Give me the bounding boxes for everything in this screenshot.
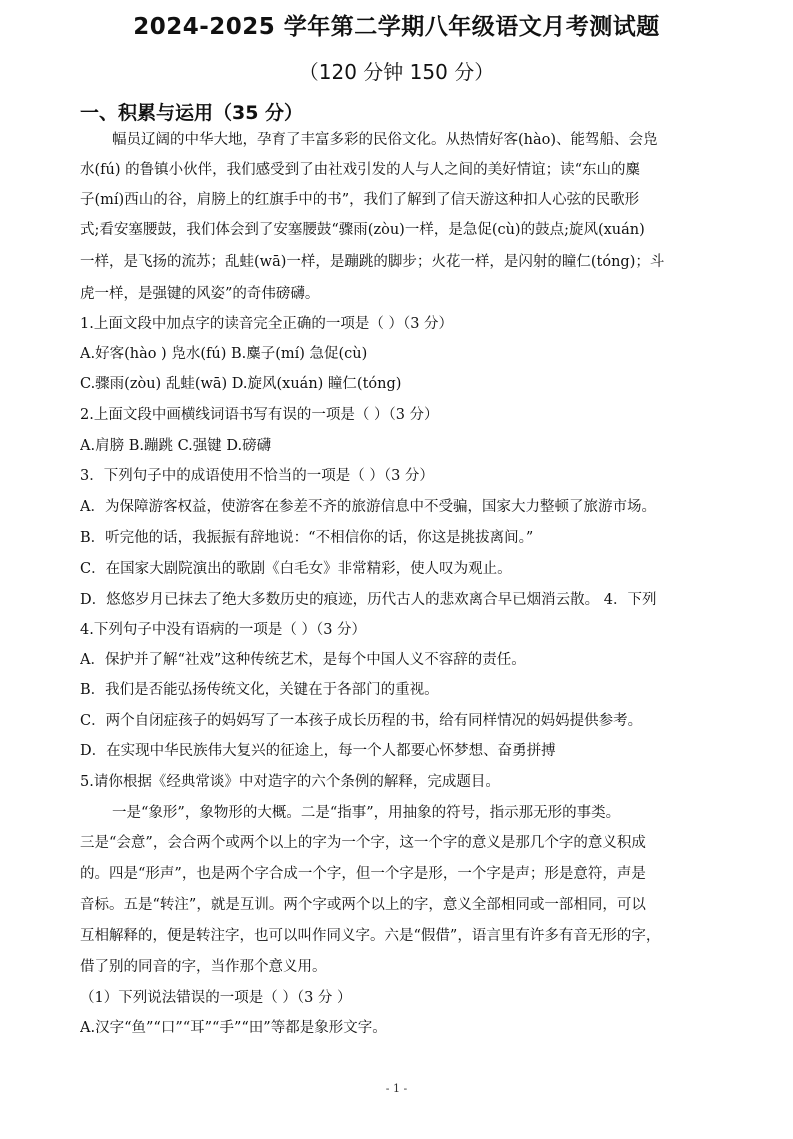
question-3: 3．下列句子中的成语使用不恰当的一项是（ ）（3 分）	[80, 468, 434, 484]
passage-line: 幅员辽阔的中华大地，孕育了丰富多彩的民俗文化。从热情好客(hào)、能驾船、会凫	[112, 132, 658, 148]
option-line: A.好客(hào ) 凫水(fú) B.麋子(mí) 急促(cù)	[80, 346, 368, 362]
question-4: 4.下列句子中没有语病的一项是（ ）（3 分）	[80, 622, 367, 638]
option-line: A.汉字“鱼”“口”“耳”“手”“田”等都是象形文字。	[80, 1020, 387, 1036]
passage-line: 虎一样，是强键的风姿”的奇伟磅礴。	[80, 286, 320, 302]
option-line: B．听完他的话，我振振有辞地说：“不相信你的话，你这是挑拔离间。”	[80, 530, 534, 546]
passage-line: 式;看安塞腰鼓，我们体会到了安塞腰鼓“骤雨(zòu)一样，是急促(cù)的鼓点;旋风(xuán)	[80, 222, 645, 238]
reading-line: 音标。五是“转注”，就是互训。两个字或两个以上的字，意义全部相同或一部相同，可以	[80, 897, 646, 913]
passage-line: 水(fú) 的鲁镇小伙伴，我们感受到了由社戏引发的人与人之间的美好情谊；读“东山的麋	[80, 162, 641, 178]
reading-line: 借了别的同音的字，当作那个意义用。	[80, 959, 327, 975]
option-line: B．我们是否能弘扬传统文化，关键在于各部门的重视。	[80, 682, 439, 698]
reading-line: 一是“象形”，象物形的大概。二是“指事”，用抽象的符号，指示那无形的事类。	[112, 805, 621, 821]
question-5: 5.请你根据《经典常谈》中对造字的六个条例的解释，完成题目。	[80, 774, 500, 790]
exam-subtitle: （120 分钟 150 分）	[298, 60, 495, 84]
option-line: A．为保障游客权益，使游客在参差不齐的旅游信息中不受骗，国家大力整顿了旅游市场。	[80, 499, 656, 515]
question-5-1: （1）下列说法错误的一项是（ ）（3 分 ）	[80, 990, 352, 1006]
option-line: A.肩膀 B.蹦跳 C.强键 D.磅礴	[80, 438, 272, 454]
exam-title: 2024-2025 学年第二学期八年级语文月考测试题	[133, 14, 660, 40]
option-line: C．两个自闭症孩子的妈妈写了一本孩子成长历程的书，给有同样情况的妈妈提供参考。	[80, 713, 643, 729]
option-line: D．在实现中华民族伟大复兴的征途上，每一个人都要心怀梦想、奋勇拼搏	[80, 743, 556, 759]
question-2: 2.上面文段中画横线词语书写有误的一项是（ ）（3 分）	[80, 407, 439, 423]
section-heading: 一、积累与运用（35 分）	[80, 102, 304, 124]
page-number: - 1 -	[385, 1082, 408, 1095]
option-line: C．在国家大剧院演出的歌剧《白毛女》非常精彩，使人叹为观止。	[80, 561, 512, 577]
reading-line: 互相解释的，便是转注字，也可以叫作同义字。六是“假借”，语言里有许多有音无形的字，	[80, 928, 661, 944]
option-line: D．悠悠岁月已抹去了绝大多数历史的痕迹，历代古人的悲欢离合早已烟消云散。 4．下列	[80, 592, 657, 608]
passage-line: 一样，是飞扬的流苏；乱蛙(wā)一样，是蹦跳的脚步；火花一样，是闪射的瞳仁(tóng)；斗	[80, 254, 665, 270]
option-line: A．保护并了解“社戏”这种传统艺术，是每个中国人义不容辞的责任。	[80, 652, 526, 668]
passage-line: 子(mí)西山的谷，肩膀上的红旗手中的书”，我们了解到了信天游这种扣人心弦的民歌形	[80, 192, 640, 208]
reading-line: 三是“会意”，会合两个或两个以上的字为一个字，这一个字的意义是那几个字的意义积成	[80, 835, 646, 851]
option-line: C.骤雨(zòu) 乱蛙(wā) D.旋风(xuán) 瞳仁(tóng)	[80, 376, 402, 392]
question-1: 1.上面文段中加点字的读音完全正确的一项是（ ）（3 分）	[80, 316, 454, 332]
reading-line: 的。四是“形声”，也是两个字合成一个字，但一个字是形，一个字是声；形是意符，声是	[80, 866, 646, 882]
